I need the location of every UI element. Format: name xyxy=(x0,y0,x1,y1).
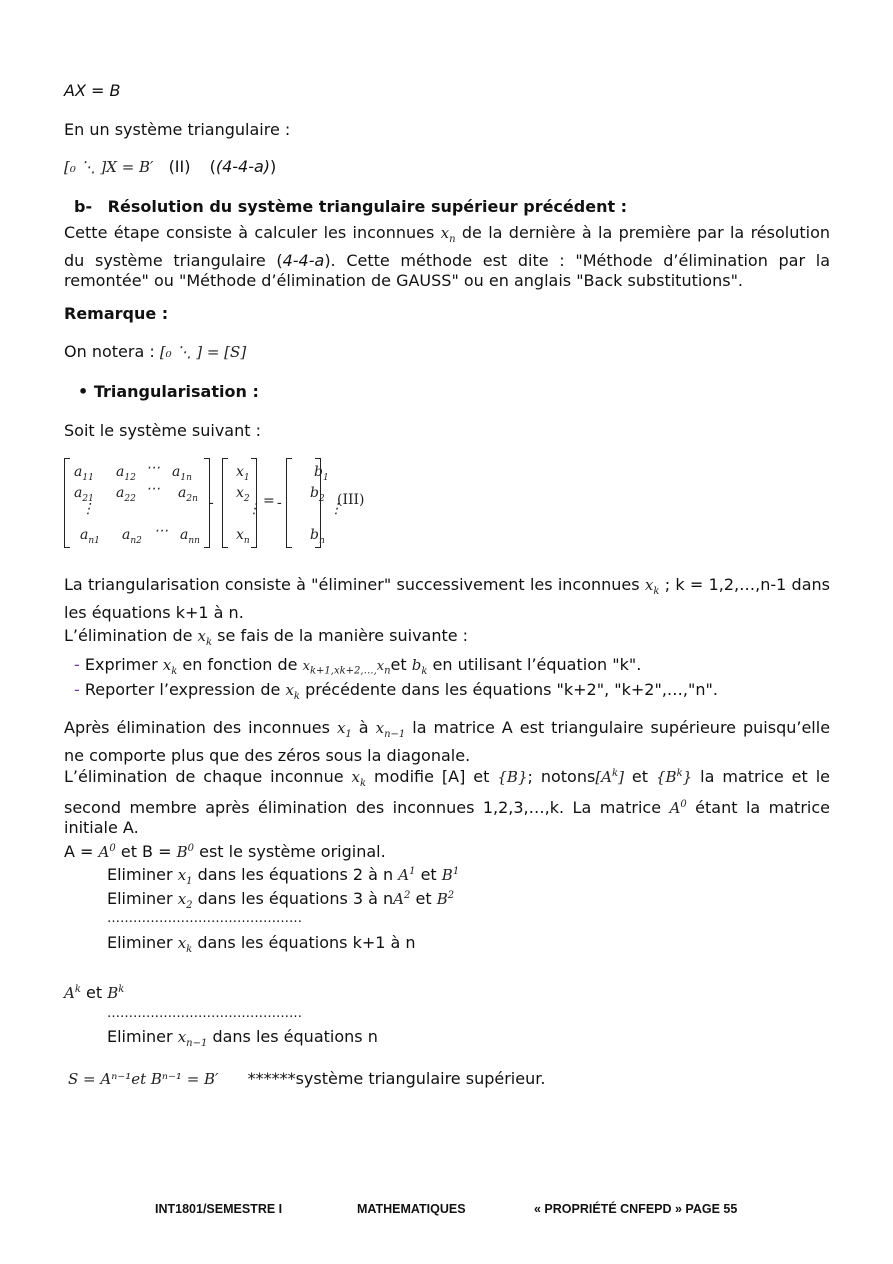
math-xn: $x_n$ xyxy=(440,224,456,245)
original-system-line: $A = A^0$ et $B = B^0$ est le système original. xyxy=(64,842,386,861)
section-b-title: Résolution du système triangulaire supérieur précédent : xyxy=(107,197,628,216)
elimination-intro: L’élimination de $x_k$ se fais de la manière suivante : xyxy=(64,626,469,648)
vector-b2: $b_2$ xyxy=(310,485,325,504)
matrix-a22: $a_{22}$ xyxy=(116,485,136,504)
matrix-an1: $a_{n1}$ xyxy=(80,527,100,546)
system-label-iii: (III) xyxy=(337,492,365,508)
footer-subject: MATHEMATIQUES xyxy=(357,1202,466,1216)
notation-equation: [₀ ⋱ ] = [S] xyxy=(159,343,247,361)
matrix-ann: $a_{nn}$ xyxy=(180,527,200,546)
notera-line: On notera : [₀ ⋱ ] = [S] xyxy=(64,342,247,361)
step-eliminate-x2: Eliminer $x_2$ dans les équations 3 à $nA^2$ et $B^2$ xyxy=(107,889,455,911)
matrix-a1n: $a_{1n}$ xyxy=(172,464,192,483)
intro-text: En un système triangulaire : xyxy=(64,120,291,139)
step-eliminate-xk: Eliminer $x_k$ dans les équations k+1 à n xyxy=(107,933,416,955)
linear-system-matrix: $a_{11}$ $a_{12}$ ⋯ $a_{1n}$ $a_{21}$ $a_{22}$ ⋯ $a_{2n}$ ⋮ $a_{n1}$ $a_{n2}$ ⋯ $a_{nn}$ - $x_1$ $x_2$ ⋮ $x_n$ = - $b_1$ $b_2$ ⋮ $b_n$ (III) xyxy=(64,455,384,553)
paragraph-triangularisation: La triangularisation consiste à "éliminer" successivement les inconnues $x_k$ ; k = 1,2,…,n-1 dans les équations k+1 à n. xyxy=(64,575,830,622)
final-equation: S = Aⁿ⁻¹et Bⁿ⁻¹ = B′ xyxy=(68,1070,219,1088)
section-b-heading xyxy=(74,197,627,216)
list-item-reporter: - Reporter l’expression de $x_k$ précédente dans les équations "k+2", "k+2",…,"n". xyxy=(74,680,718,702)
paragraph-upper-triangular: Après élimination des inconnues $x_1$ à $x_{n-1}$ la matrice A est triangulaire supérieure puisqu’elle ne comporte plus que des zéros sous la diagonale. xyxy=(64,718,831,765)
dots-separator: ……………………………………… xyxy=(107,911,302,926)
step-eliminate-x1: Eliminer $x_1$ dans les équations 2 à n $A^1$ et $B^1$ xyxy=(107,865,460,887)
triangular-equation-line: [₀ ⋱ ]X = B′ (II) ((4-4-a)) xyxy=(64,157,277,176)
equation-ax-b: AX = B xyxy=(64,81,121,100)
vector-x1: $x_1$ xyxy=(236,464,250,483)
bullet: • xyxy=(78,382,89,401)
equation-label-ii: (II) xyxy=(168,157,191,176)
matrix-a21: $a_{21}$ xyxy=(74,485,94,504)
list-item-exprimer: - Exprimer $x_k$ en fonction de $x_{k+1,xk+2,\dots,}x_net$ $b_k$ en utilisant l’équation "k". xyxy=(74,655,642,677)
triangular-equation: [₀ ⋱ ]X = B′ xyxy=(64,158,154,176)
vector-x2: $x_2$ xyxy=(236,485,250,504)
triangularisation-heading: • Triangularisation : xyxy=(78,382,259,401)
ak-bk-line: $A^k$ et $B^k$ xyxy=(64,983,125,1002)
paragraph-notation-ak-bk: L’élimination de chaque inconnue $x_k$ modifie [A] et {B}; $notons[A^k]$ et $\{B^k\}$ la matrice et le second membre après élimination des inconnues 1,2,3,…,k. La matrice $A^0$ étant la matrice initiale A. xyxy=(64,767,831,837)
dots-separator-2: ……………………………………… xyxy=(107,1006,302,1021)
final-system-line xyxy=(68,1069,545,1088)
matrix-a2n: $a_{2n}$ xyxy=(178,485,198,504)
soit-text: Soit le système suivant : xyxy=(64,421,261,440)
final-text: ******système triangulaire supérieur. xyxy=(247,1069,546,1088)
matrix-a11: $a_{11}$ xyxy=(74,464,94,483)
vector-xn: $x_n$ xyxy=(236,527,250,546)
matrix-an2: $a_{n2}$ xyxy=(122,527,142,546)
paragraph-back-substitution: Cette étape consiste à calculer les inconnues $x_n$ de la dernière à la première par la résolution du système triangulaire (4-4-a). Cette méthode est dite : "Méthode d’élimination par la remontée" ou "Méthode d’élimination de GAUSS" ou en anglais "Back substitutions". xyxy=(64,223,830,290)
vector-b1: $b_1$ xyxy=(314,464,329,483)
equation-ref: (4-4-a) xyxy=(215,157,271,176)
vector-bn: $b_n$ xyxy=(310,527,325,546)
matrix-a12: $a_{12}$ xyxy=(116,464,136,483)
footer-page-info: « PROPRIÉTÉ CNFEPD » PAGE 55 xyxy=(534,1202,738,1216)
footer-course-code: INT1801/SEMESTRE I xyxy=(155,1202,283,1216)
step-eliminate-xn-1: Eliminer $x_{n-1}$ dans les équations n xyxy=(107,1027,378,1049)
remark-title: Remarque : xyxy=(64,304,169,323)
section-b-marker: b- xyxy=(74,197,93,216)
